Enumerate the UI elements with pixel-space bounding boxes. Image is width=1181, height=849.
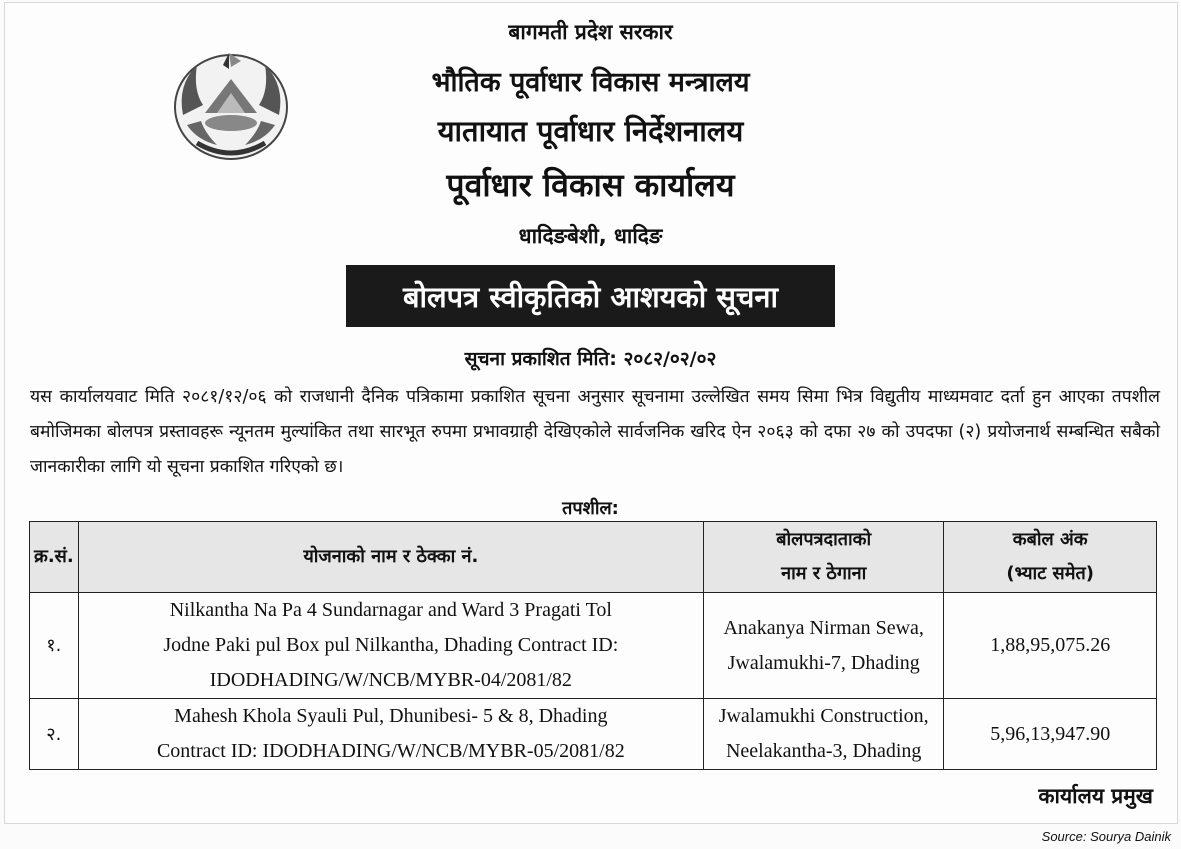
- header-bidder: [704, 522, 944, 593]
- notice-body: यस कार्यालयवाट मिति २०८१/१२/०६ को राजधानी दैनिक पत्रिकामा प्रकाशित सूचना अनुसार सूचनामा उल्लेखित समय सिमा भित्र विद्युतीय माध्यमवाट दर्ता हुन आएका तपशील बमोजिमका बोलपत्र प्रस्तावहरू न्यूनतम मुल्यांकित तथा सारभूत रुपमा प्रभावग्राही देखिएकोले सार्वजनिक खरिद ऐन २०६३ को दफा २७ को उपदफा (२) प्रयोजनार्थ सम्बन्धित सबैको जानकारीका लागि यो सूचना प्रकाशित गरिएको छ।: [30, 387, 1160, 477]
- row-sn: १.: [30, 593, 79, 699]
- government-name: बागमती प्रदेश सरकार: [508, 20, 673, 44]
- header-bidder-line1: बोलपत्रदाताको: [776, 529, 872, 550]
- project-line: Mahesh Khola Syauli Pul, Dhunibesi- 5 & 8, Dhading: [174, 705, 608, 727]
- header-amount-line2: (भ्याट समेत): [1006, 563, 1094, 584]
- header-amount-line1: कबोल अंक: [1012, 529, 1088, 550]
- bidder-line: Neelakantha-3, Dhading: [725, 740, 922, 762]
- row-project: [78, 699, 703, 770]
- header-amount: [944, 522, 1157, 593]
- source-credit: Source: Sourya Dainik: [1041, 829, 1171, 844]
- row-amount: 1,88,95,075.26: [944, 593, 1157, 699]
- header-bidder-line2: नाम र ठेगाना: [781, 563, 867, 584]
- row-bidder: [704, 699, 944, 770]
- bidder-line: Jwalamukhi Construction,: [718, 705, 929, 727]
- table-row: [30, 699, 1157, 770]
- details-label: तपशील:: [562, 498, 619, 519]
- ministry-name: भौतिक पूर्वाधार विकास मन्त्रालय: [431, 67, 750, 98]
- row-project: [78, 593, 703, 699]
- header-project: योजनाको नाम र ठेक्का नं.: [78, 522, 703, 593]
- published-date: सूचना प्रकाशित मिति: २०८२/०२/०२: [464, 348, 717, 370]
- directorate-name: यातायात पूर्वाधार निर्देशनालय: [437, 114, 744, 148]
- header-sn: क्र.सं.: [30, 522, 79, 593]
- row-sn: २.: [30, 699, 79, 770]
- signature: कार्यालय प्रमुख: [1038, 784, 1153, 808]
- row-bidder: [704, 593, 944, 699]
- bidder-line: Anakanya Nirman Sewa,: [723, 616, 924, 639]
- office-name: पूर्वाधार विकास कार्यालय: [446, 166, 735, 204]
- table-header-row: [30, 522, 1157, 593]
- notice-title-banner: [346, 265, 835, 327]
- office-location: धादिङबेशी, धादिङ: [518, 224, 663, 248]
- row-amount: 5,96,13,947.90: [944, 699, 1157, 770]
- project-line: IDODHADING/W/NCB/MYBR-04/2081/82: [209, 669, 572, 691]
- tender-table: [29, 521, 1157, 770]
- project-line: Contract ID: IDODHADING/W/NCB/MYBR-05/2081/82: [156, 740, 625, 762]
- notice-title: बोलपत्र स्वीकृतिको आशयको सूचना: [402, 279, 779, 314]
- bidder-line: Jwalamukhi-7, Dhading: [727, 651, 920, 674]
- table-row: [30, 593, 1157, 699]
- project-line: Nilkantha Na Pa 4 Sundarnagar and Ward 3 Pragati Tol: [169, 599, 612, 621]
- project-line: Jodne Paki pul Box pul Nilkantha, Dhading Contract ID:: [163, 634, 619, 656]
